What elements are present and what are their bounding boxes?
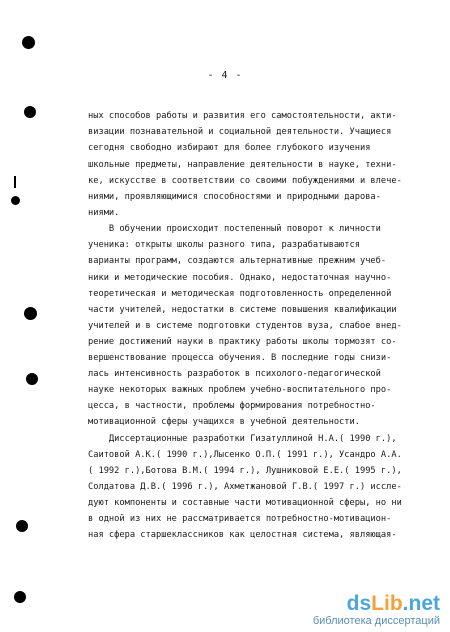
text-line: школьные предметы, направление деятельности в науке, техни- — [88, 160, 397, 170]
text-line: рение достижений науки в практику работы школы тормозят со- — [88, 337, 397, 347]
text-line: ( 1992 г.),Ботова В.М.( 1994 г.), Лушниковой Е.Е.( 1995 г.), — [88, 466, 402, 476]
text-line: лась интенсивность разработок в психолого-педагогической — [88, 369, 381, 379]
watermark-subtitle: библиотека диссертаций — [312, 615, 440, 627]
watermark-logo: dsLib.net — [346, 592, 440, 615]
scan-mark — [14, 176, 16, 188]
text-line: ная сфера старшеклассников как целостная система, являющая- — [88, 530, 397, 540]
text-line: дуют компоненты и составные части мотивационной сферы, но ни — [88, 498, 402, 508]
text-line: варианты программ, создаются альтернативные прежним учеб- — [88, 256, 387, 266]
binder-hole — [16, 520, 28, 532]
text-line: ниями. — [88, 208, 120, 218]
text-line: Диссертационные разработки Гизатуллиной Н.А.( 1990 г.), — [88, 434, 397, 444]
binder-hole — [24, 307, 37, 320]
binder-hole — [11, 196, 20, 205]
text-line: части учителей, недостатки в системе повышения квалификации — [88, 305, 397, 315]
text-line: ных способов работы и развития его самостоятельности, акти- — [88, 111, 397, 121]
text-line: вершенствование процесса обучения. В последние годы снизи- — [88, 353, 392, 363]
binder-hole — [22, 36, 35, 49]
text-line: сегодня свободно избирают для более глубокого изучения — [88, 143, 371, 153]
text-line: Солдатова Д.В.( 1996 г.), Ахметжановой Г.В.( 1997 г.) иссле- — [88, 482, 402, 492]
text-line: ке, искусстве в соответствии со своими побуждениями и влече- — [88, 176, 402, 186]
text-line: теоретическая и методическая подготовленность определенной — [88, 289, 392, 299]
text-line: В обучении происходит постепенный поворот к личности — [88, 224, 381, 234]
text-line: мотивационной сферы учащихся в учебной деятельности. — [88, 417, 360, 427]
text-line: визации познавательной и социальной деятельности. Учащиеся — [88, 127, 392, 137]
binder-hole — [14, 591, 26, 603]
text-line: ники и методические пособия. Однако, недостаточная научно- — [88, 273, 392, 283]
text-line: цесса, в частности, проблемы формирования потребностно- — [88, 401, 376, 411]
watermark — [313, 593, 440, 628]
text-line: ниями, проявляющимися способностями и природными дарова- — [88, 192, 381, 202]
text-line: учителей и в системе подготовки студентов вуза, слабое внед- — [88, 321, 402, 331]
page-number: - 4 - — [207, 70, 243, 81]
binder-hole — [26, 373, 38, 385]
binder-hole — [24, 106, 36, 118]
text-line: ученика: открыты школы разного типа, разрабатываются — [88, 240, 360, 250]
text-line: в одной из них не рассматривается потребностно-мотивацион- — [88, 514, 392, 524]
text-line: Саитовой А.К.( 1990 г.),Лысенко О.П.( 1991 г.), Усандро А.А. — [88, 450, 402, 460]
text-line: науке некоторых важных проблем учебно-воспитательного про- — [88, 385, 392, 395]
